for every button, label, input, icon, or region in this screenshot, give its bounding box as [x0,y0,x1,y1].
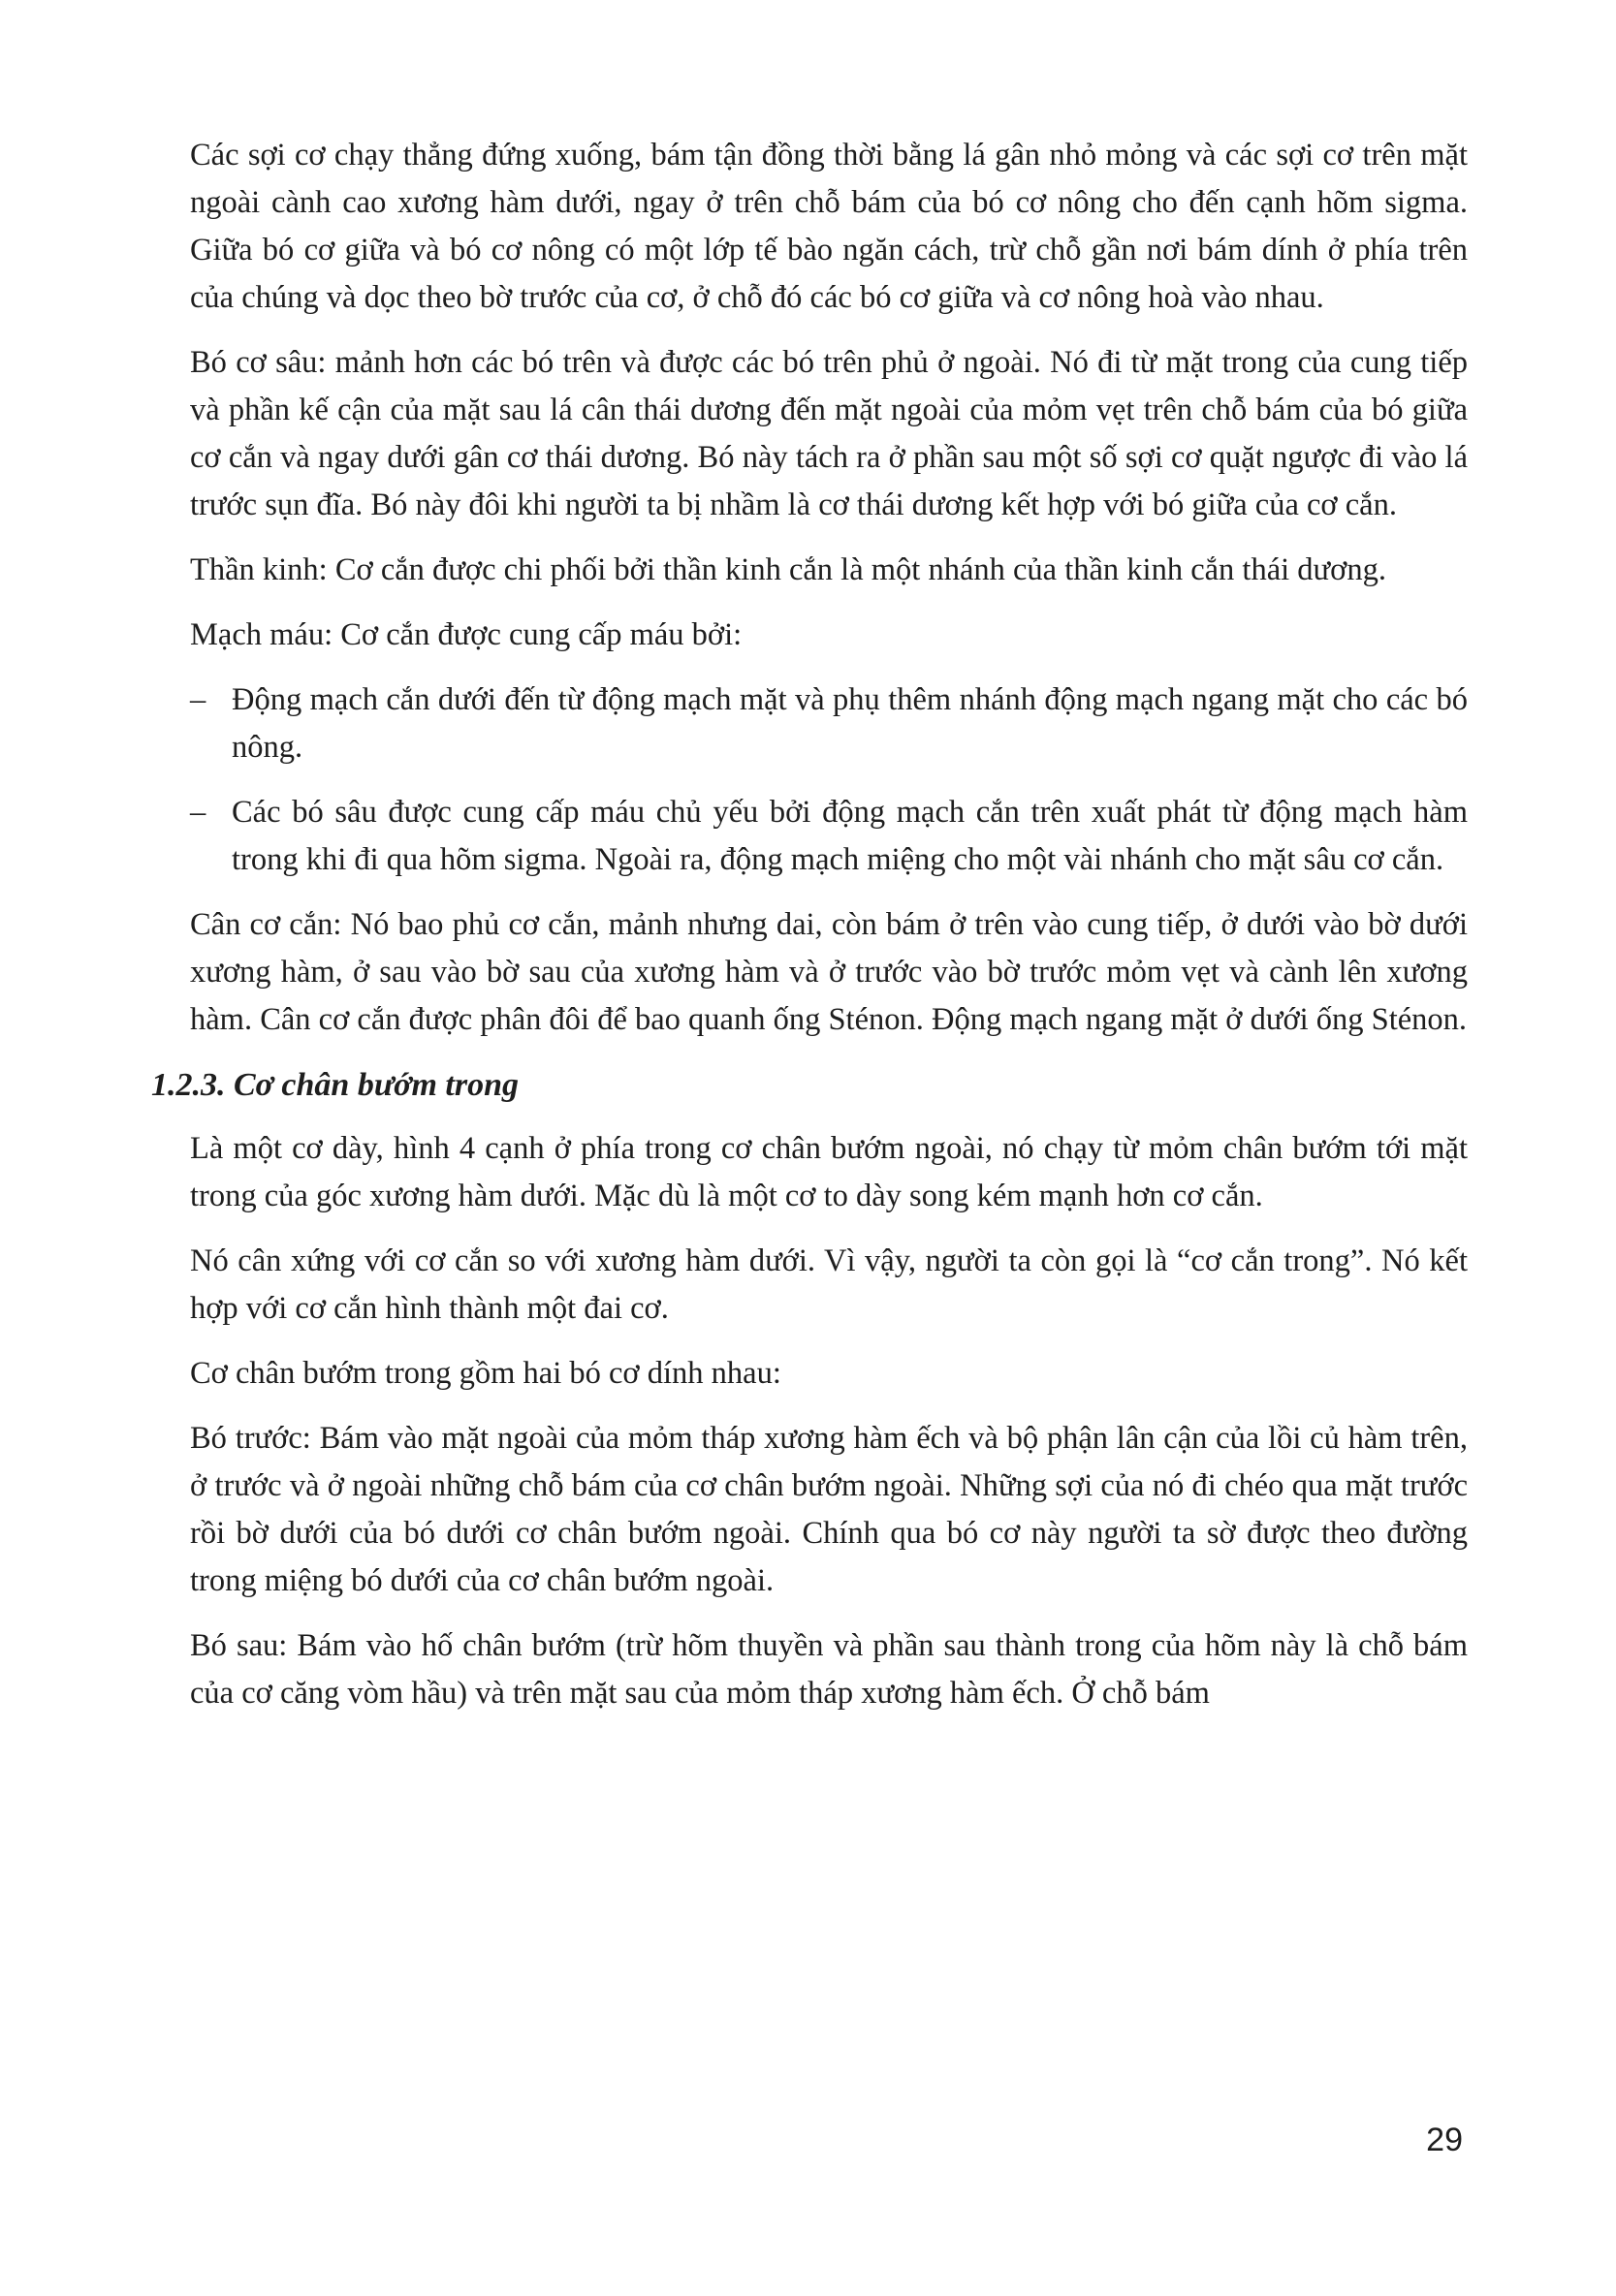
list-item-text: Các bó sâu được cung cấp máu chủ yếu bởi động mạch cắn trên xuất phát từ động mạch hàm trong khi đi qua hõm sigma. Ngoài ra, động mạch miệng cho một vài nhánh cho mặt sâu cơ cắn. [232,795,1468,877]
list-item-text: Động mạch cắn dưới đến từ động mạch mặt và phụ thêm nhánh động mạch ngang mặt cho các bó nông. [232,682,1468,765]
paragraph-nerve: Thần kinh: Cơ cắn được chi phối bởi thần kinh cắn là một nhánh của thần kinh cắn thái dương. [190,552,1386,587]
list-item [190,676,1468,771]
paragraph-fascia: Cân cơ cắn: Nó bao phủ cơ cắn, mảnh nhưng dai, còn bám ở trên vào cung tiếp, ở dưới vào bờ dưới xương hàm, ở sau vào bờ sau của xương hàm và ở trước vào bờ trước mỏm vẹt và cành lên xương hàm. Cân cơ cắn được phân đôi để bao quanh ống Sténon. Động mạch ngang mặt ở dưới ống Sténon. [190,907,1468,1037]
paragraph-symmetry: Nó cân xứng với cơ cắn so với xương hàm dưới. Vì vậy, người ta còn gọi là “cơ cắn trong”. Nó kết hợp với cơ cắn hình thành một đai cơ. [190,1243,1468,1326]
paragraph-medial-pterygoid-intro: Là một cơ dày, hình 4 cạnh ở phía trong cơ chân bướm ngoài, nó chạy từ mỏm chân bướm tới mặt trong của góc xương hàm dưới. Mặc dù là một cơ to dày song kém mạnh hơn cơ cắn. [190,1131,1468,1213]
paragraph-posterior-bundle: Bó sau: Bám vào hố chân bướm (trừ hõm thuyền và phần sau thành trong của hõm này là chỗ bám của cơ căng vòm hầu) và trên mặt sau của mỏm tháp xương hàm ếch. Ở chỗ bám [190,1628,1468,1711]
paragraph-anterior-bundle: Bó trước: Bám vào mặt ngoài của mỏm tháp xương hàm ếch và bộ phận lân cận của lồi củ hàm trên, ở trước và ở ngoài những chỗ bám của cơ chân bướm ngoài. Những sợi của nó đi chéo qua mặt trước rồi bờ dưới của bó dưới cơ chân bướm ngoài. Chính qua bó cơ này người ta sờ được theo đường trong miệng bó dưới của cơ chân bướm ngoài. [190,1421,1468,1598]
paragraph-blood-supply: Mạch máu: Cơ cắn được cung cấp máu bởi: [190,617,743,652]
page-body [151,132,1468,1735]
blood-supply-list [190,676,1468,884]
page-number: 29 [1426,2122,1463,2158]
section-heading: 1.2.3. Cơ chân bướm trong [151,1067,519,1103]
list-item [190,789,1468,884]
paragraph-muscle-fibers: Các sợi cơ chạy thẳng đứng xuống, bám tận đồng thời bằng lá gân nhỏ mỏng và các sợi cơ trên mặt ngoài cành cao xương hàm dưới, ngay ở trên chỗ bám của bó cơ nông cho đến cạnh hõm sigma. Giữa bó cơ giữa và bó cơ nông có một lớp tế bào ngăn cách, trừ chỗ gần nơi bám dính ở phía trên của chúng và dọc theo bờ trước của cơ, ở chỗ đó các bó cơ giữa và cơ nông hoà vào nhau. [190,138,1468,315]
paragraph-two-bundles: Cơ chân bướm trong gồm hai bó cơ dính nhau: [190,1356,781,1391]
list-dash: – [190,795,206,830]
list-dash: – [190,682,206,717]
paragraph-deep-bundle: Bó cơ sâu: mảnh hơn các bó trên và được các bó trên phủ ở ngoài. Nó đi từ mặt trong của cung tiếp và phần kế cận của mặt sau lá cân thái dương đến mặt ngoài của mỏm vẹt trên chỗ bám của bó giữa cơ cắn và ngay dưới gân cơ thái dương. Bó này tách ra ở phần sau một số sợi cơ quặt ngược đi vào lá trước sụn đĩa. Bó này đôi khi người ta bị nhầm là cơ thái dương kết hợp với bó giữa của cơ cắn. [190,345,1468,522]
